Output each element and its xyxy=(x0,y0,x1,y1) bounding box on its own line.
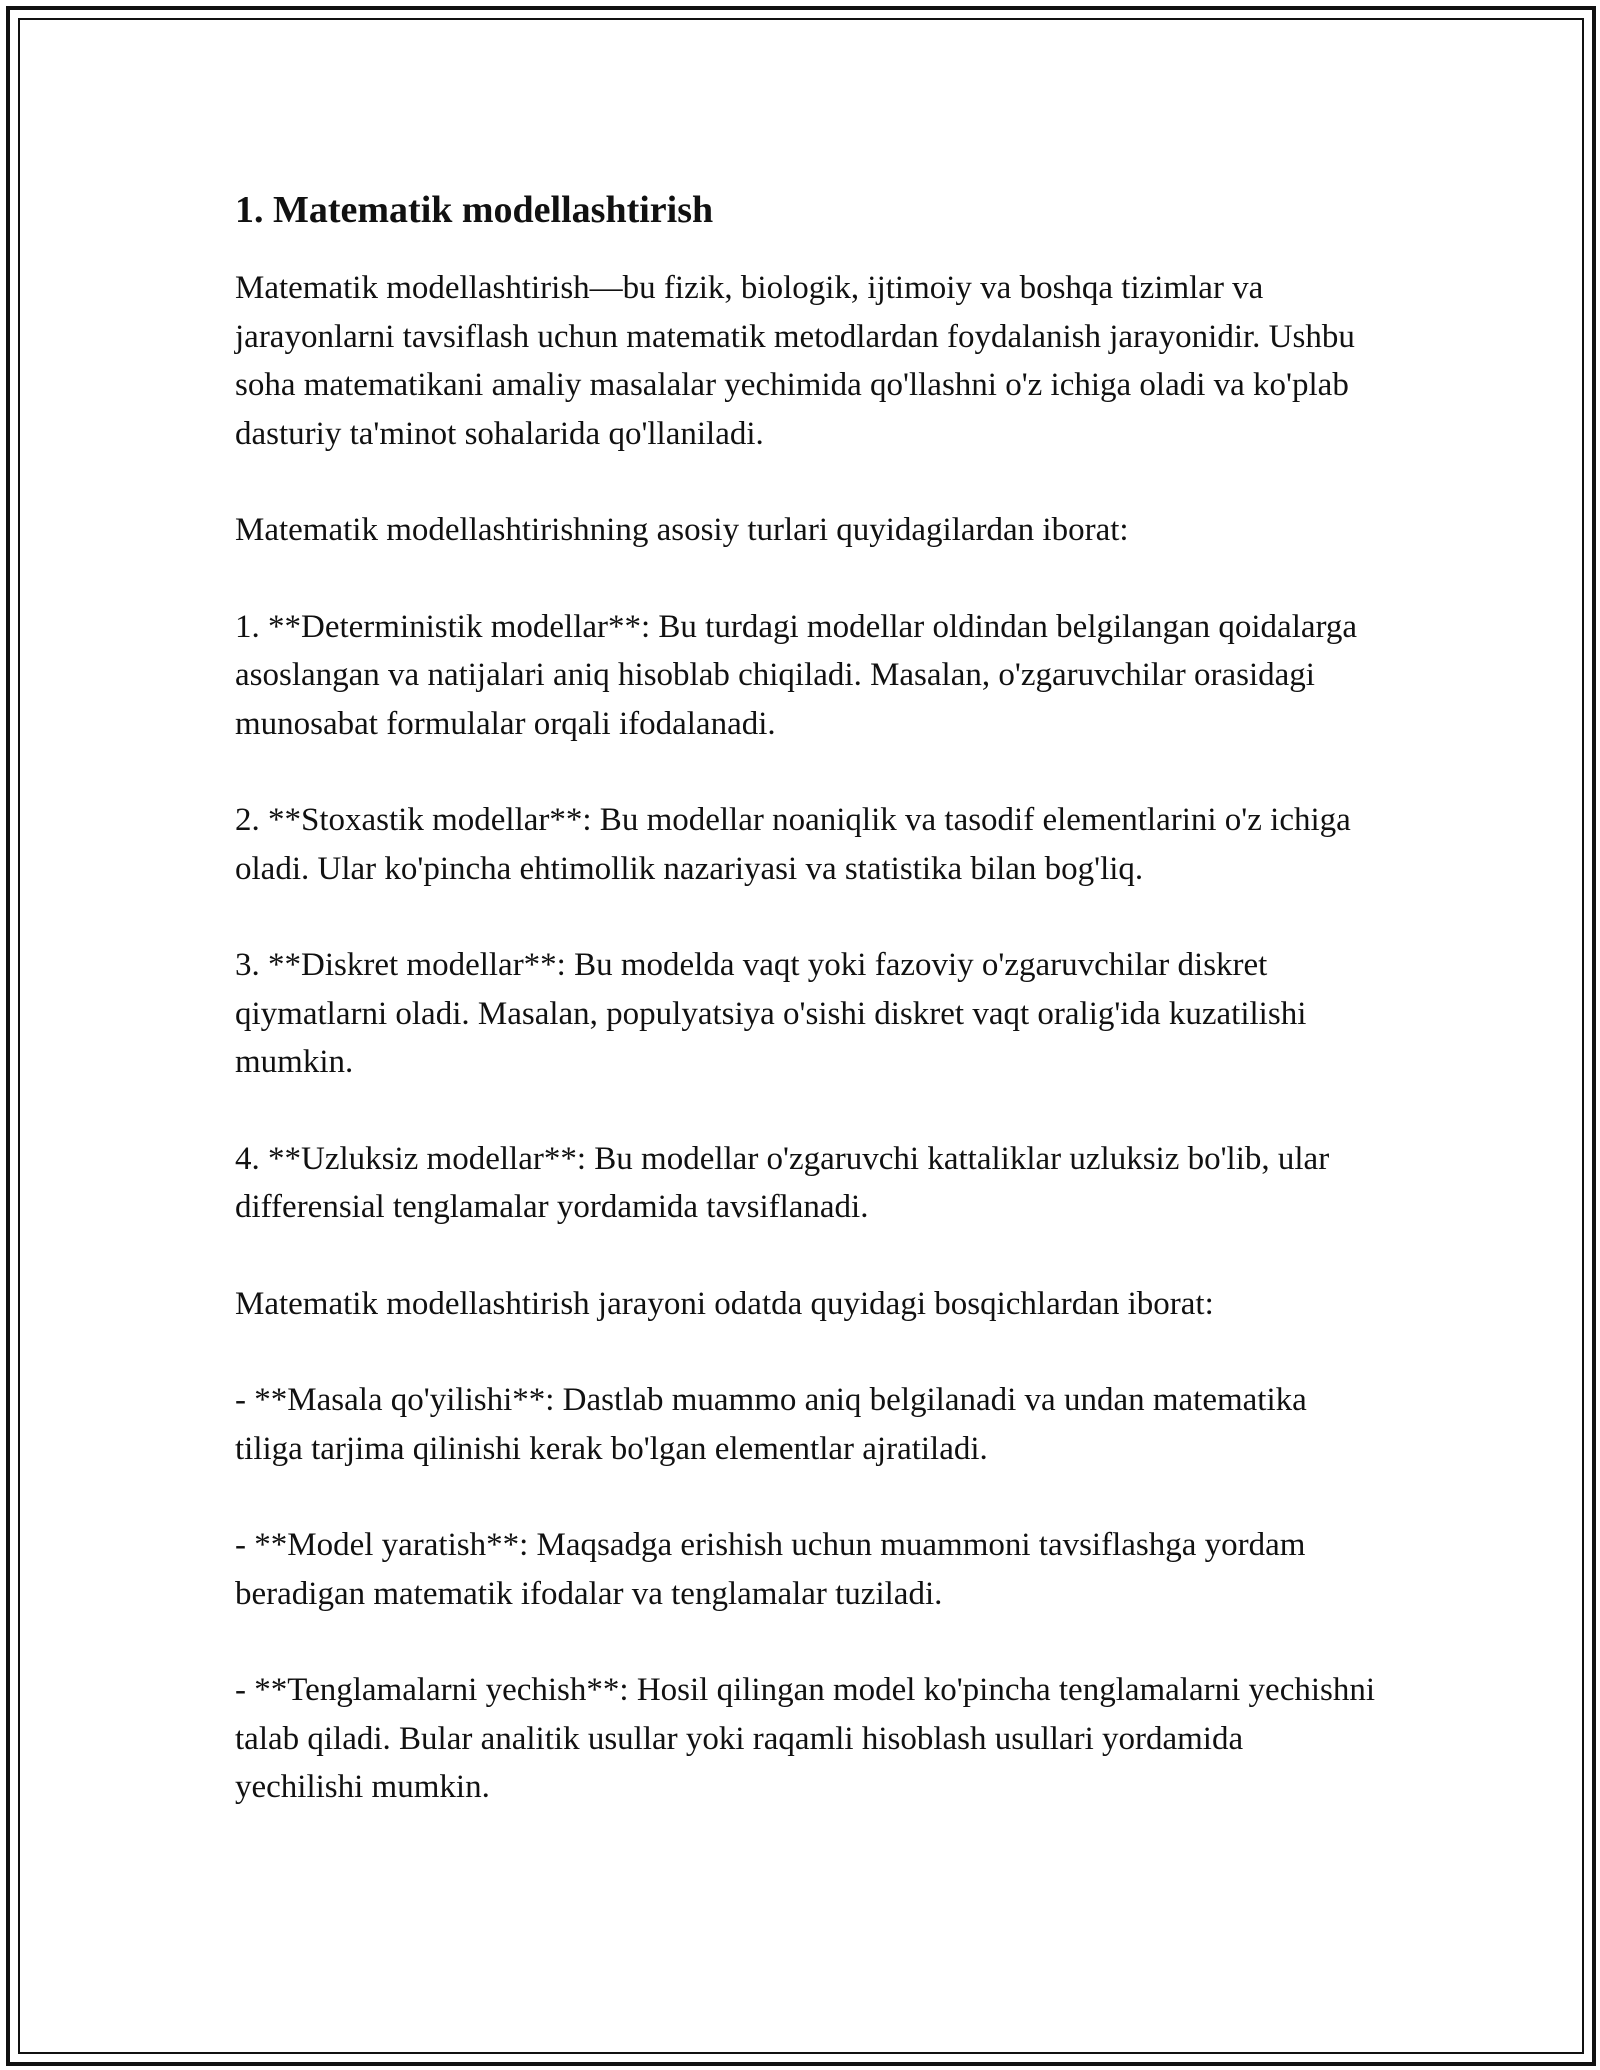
list-item-deterministic: 1. **Deterministik modellar**: Bu turdagi modellar oldindan belgilangan qoidalarga asoslangan va natijalari aniq hisoblab chiqiladi. Masalan, o'zgaruvchilar orasidagi munosabat formulalar orqali ifodalanadi. xyxy=(235,608,1358,742)
step-problem-statement: - **Masala qo'yilishi**: Dastlab muammo aniq belgilanadi va undan matematika tiliga tarjima qilinishi kerak bo'lgan elementlar ajratiladi. xyxy=(235,1382,1307,1467)
list-item-discrete: 3. **Diskret modellar**: Bu modelda vaqt yoki fazoviy o'zgaruvchilar diskret qiymatlarni oladi. Masalan, populyatsiya o'sishi diskret vaqt oralig'ida kuzatilishi mumkin. xyxy=(235,947,1307,1080)
step-equation-solving: - **Tenglamalarni yechish**: Hosil qilingan model ko'pincha tenglamalarni yechishni talab qiladi. Bular analitik usullar yoki raqamli hisoblash usullari yordamida yechilishi mumkin. xyxy=(235,1672,1376,1805)
document-heading: 1. Matematik modellashtirish xyxy=(235,189,714,231)
list-item-continuous: 4. **Uzluksiz modellar**: Bu modellar o'zgaruvchi kattaliklar uzluksiz bo'lib, ular differensial tenglamalar yordamida tavsiflanadi. xyxy=(235,1140,1330,1225)
document-body xyxy=(235,186,1375,1860)
types-intro-paragraph: Matematik modellashtirishning asosiy turlari quyidagilardan iborat: xyxy=(235,512,1129,548)
list-item-stochastic: 2. **Stoxastik modellar**: Bu modellar noaniqlik va tasodif elementlarini o'z ichiga oladi. Ular ko'pincha ehtimollik nazariyasi va statistika bilan bog'liq. xyxy=(235,802,1351,887)
intro-paragraph: Matematik modellashtirish—bu fizik, biologik, ijtimoiy va boshqa tizimlar va jarayonlarni tavsiflash uchun matematik metodlardan foydalanish jarayonidir. Ushbu soha matematikani amaliy masalalar yechimida qo'llashni o'z ichiga oladi va ko'plab dasturiy ta'minot sohalarida qo'llaniladi. xyxy=(235,270,1355,452)
steps-intro-paragraph: Matematik modellashtirish jarayoni odatda quyidagi bosqichlardan iborat: xyxy=(235,1285,1214,1322)
step-model-creation: - **Model yaratish**: Maqsadga erishish uchun muammoni tavsiflashga yordam beradigan matematik ifodalar va tenglamalar tuziladi. xyxy=(235,1527,1306,1612)
